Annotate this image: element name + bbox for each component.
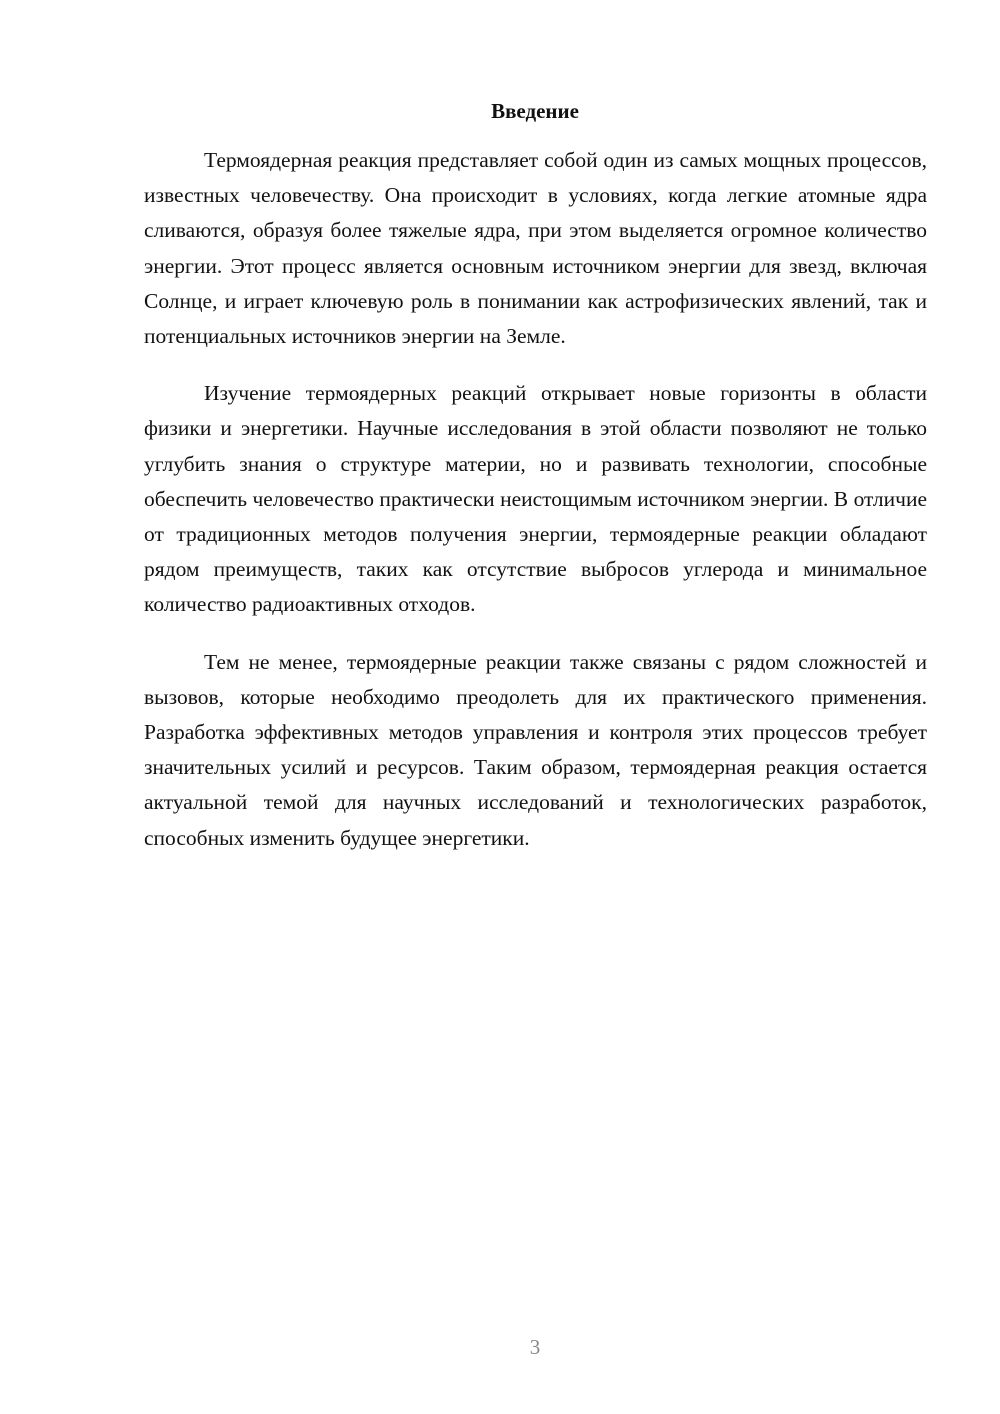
page-number: 3 xyxy=(529,1335,541,1359)
body-text xyxy=(144,143,927,878)
paragraph-3: Тем не менее, термоядерные реакции также связаны с рядом сложностей и вызовов, которые необходимо преодолеть для их практического применения. Разработка эффективных методов управления и контроля этих процессов требует значительных усилий и ресурсов. Таким образом, термоядерная реакция остается актуальной темой для научных исследований и технологических разработок, способных изменить будущее энергетики. xyxy=(144,649,927,850)
paragraph-2: Изучение термоядерных реакций открывает новые горизонты в области физики и энергетики. Научные исследования в этой области позволяют не только углубить знания о структуре материи, но и развивать технологии, способные обеспечить человечество практически неистощимым источником энергии. В отличие от традиционных методов получения энергии, термоядерные реакции обладают рядом преимуществ, таких как отсутствие выбросов углерода и минимальное количество радиоактивных отходов. xyxy=(144,381,927,617)
paragraph-1: Термоядерная реакция представляет собой один из самых мощных процессов, известных человечеству. Она происходит в условиях, когда легкие атомные ядра сливаются, образуя более тяжелые ядра, при этом выделяется огромное количество энергии. Этот процесс является основным источником энергии для звезд, включая Солнце, и играет ключевую роль в понимании как астрофизических явлений, так и потенциальных источников энергии на Земле. xyxy=(144,148,927,349)
section-title: Введение xyxy=(491,99,579,123)
